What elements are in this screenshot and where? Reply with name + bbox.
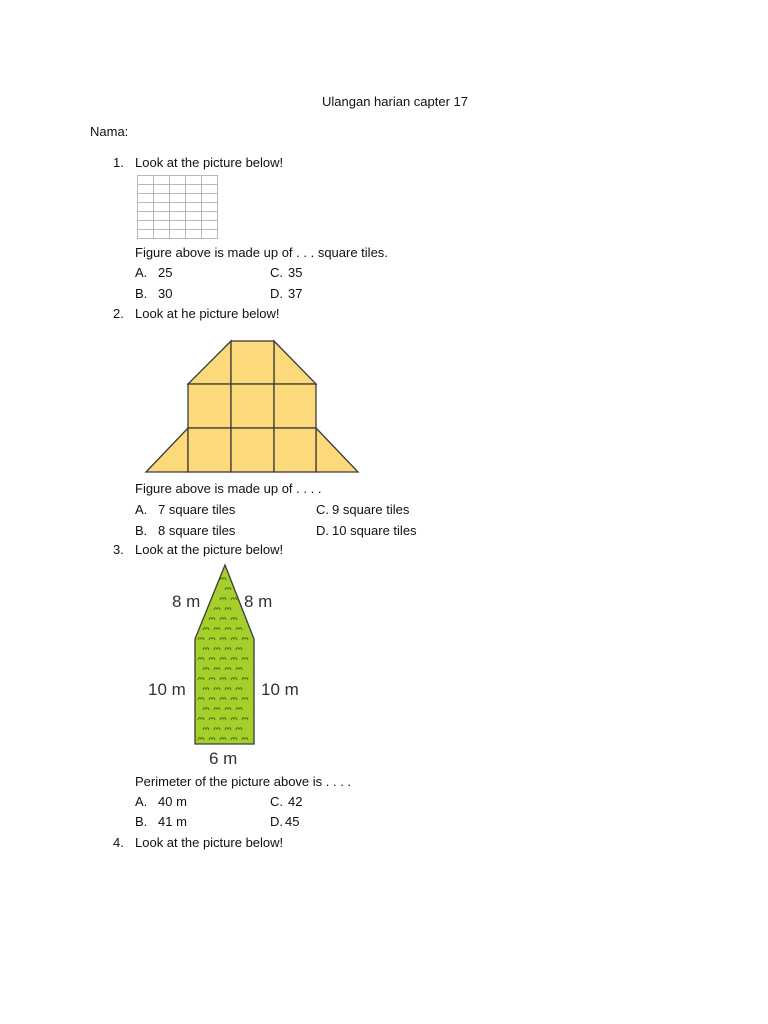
label-top-left: 8 m bbox=[172, 592, 201, 611]
question-4-prompt: Look at the picture below! bbox=[135, 835, 284, 850]
question-2-stem: Figure above is made up of . . . . bbox=[135, 481, 322, 496]
option-letter: B. bbox=[135, 286, 148, 301]
label-right: 10 m bbox=[261, 680, 299, 699]
question-3-prompt: Look at the picture below! bbox=[135, 542, 284, 557]
label-left: 10 m bbox=[148, 680, 186, 699]
option-letter: A. bbox=[135, 794, 148, 809]
option-letter: A. bbox=[135, 265, 148, 280]
option-value: 30 bbox=[158, 286, 173, 301]
question-2-number: 2. bbox=[113, 306, 124, 321]
option-letter: C. bbox=[270, 265, 283, 280]
option-value: 42 bbox=[288, 794, 303, 809]
garden-figure bbox=[140, 562, 315, 772]
option-letter: C. bbox=[316, 502, 329, 517]
question-1-prompt: Look at the picture below! bbox=[135, 155, 284, 170]
label-bottom: 6 m bbox=[209, 749, 238, 768]
option-letter: C. bbox=[270, 794, 283, 809]
page-title: Ulangan harian capter 17 bbox=[322, 94, 468, 109]
question-3-stem: Perimeter of the picture above is . . . . bbox=[135, 774, 352, 789]
option-value: 10 square tiles bbox=[332, 523, 417, 538]
option-value: 41 m bbox=[158, 814, 187, 829]
question-2-prompt: Look at he picture below! bbox=[135, 306, 280, 321]
option-letter: A. bbox=[135, 502, 148, 517]
square-grid-figure bbox=[135, 174, 219, 240]
option-value: 7 square tiles bbox=[158, 502, 236, 517]
option-value: 25 bbox=[158, 265, 173, 280]
option-value: 35 bbox=[288, 265, 303, 280]
question-4-number: 4. bbox=[113, 835, 124, 850]
label-top-right: 8 m bbox=[244, 592, 273, 611]
option-value: 9 square tiles bbox=[332, 502, 410, 517]
option-value: 45 bbox=[285, 814, 300, 829]
option-letter: D. bbox=[270, 814, 283, 829]
option-letter: D. bbox=[316, 523, 329, 538]
option-value: 40 m bbox=[158, 794, 187, 809]
tiles-figure bbox=[140, 336, 365, 476]
name-label: Nama: bbox=[90, 124, 129, 139]
question-1-stem: Figure above is made up of . . . square tiles. bbox=[135, 245, 388, 260]
question-1-number: 1. bbox=[113, 155, 124, 170]
option-letter: B. bbox=[135, 523, 148, 538]
option-value: 37 bbox=[288, 286, 303, 301]
option-value: 8 square tiles bbox=[158, 523, 236, 538]
option-letter: B. bbox=[135, 814, 148, 829]
question-3-number: 3. bbox=[113, 542, 124, 557]
option-letter: D. bbox=[270, 286, 283, 301]
